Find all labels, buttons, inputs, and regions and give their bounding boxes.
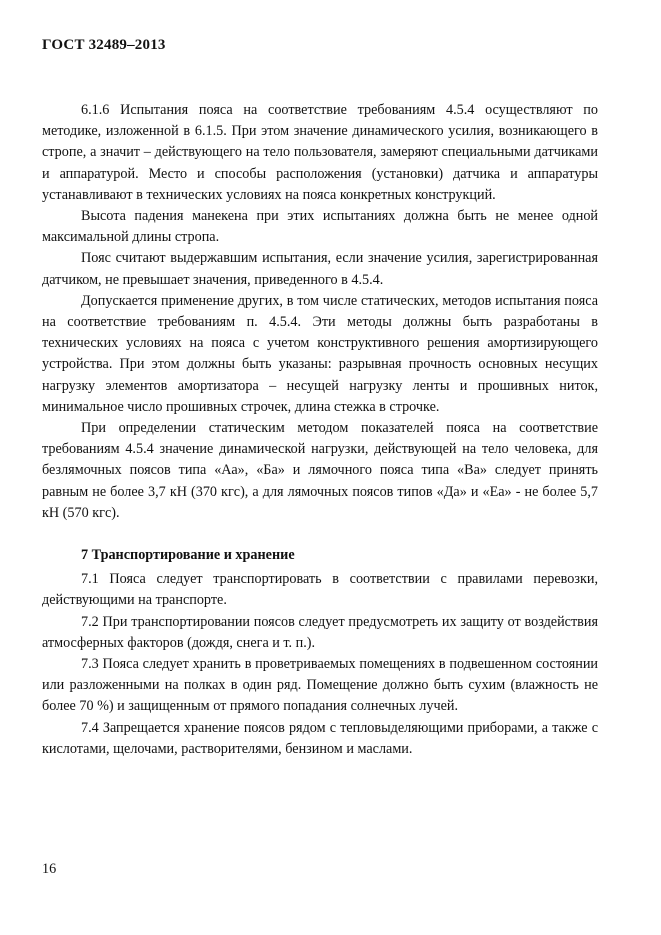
paragraph-6-1-6: 6.1.6 Испытания пояса на соответствие требованиям 4.5.4 осуществляют по методике, изложенной в 6.1.5. При этом значение динамического усилия, возникающего в стропе, а значит – действующего на тело пользователя, замеряют специальными датчиками и аппаратурой. Место и способы расположения (установки) датчика и аппаратуры устанавливают в технических условиях на пояса конкретных конструкций. [42, 102, 598, 203]
paragraph-7-3: 7.3 Пояса следует хранить в проветриваемых помещениях в подвешенном состоянии или разложенными на полках в один ряд. Помещение должно быть сухим (влажность не более 70 %) и защищенным от прямого попадания солнечных лучей. [42, 656, 598, 715]
paragraph-other-methods: Допускается применение других, в том числе статических, методов испытания пояса на соответствие требованиям п. 4.5.4. Эти методы должны быть разработаны в технических условиях на пояса с учетом конструктивного решения амортизирующего устройства. При этом должны быть указаны: разрывная прочность основных несущих нагрузку элементов амортизатора – несущей нагрузку ленты и прошивных ниток, минимальное число прошивных строчек, длина стежка в строчке. [42, 292, 598, 415]
paragraph-test-passed: Пояс считают выдержавшим испытания, если значение усилия, зарегистрированная датчиком, не превышает значения, приведенного в 4.5.4. [42, 250, 598, 288]
section-heading: 7 Транспортирование и хранение [81, 547, 295, 564]
paragraph-7-1: 7.1 Пояса следует транспортировать в соответствии с правилами перевозки, действующими на транспорте. [42, 571, 598, 609]
paragraph-static-method: При определении статическим методом показателей пояса на соответствие требованиям 4.5.4 значение динамической нагрузки, действующей на тело человека, для безлямочных поясов типа «Аа», «Ба» и лямочного пояса типа «Ва» следует принять равным не более 3,7 кН (370 кгс), а для лямочных поясов типов «Да» и «Еа» - не более 5,7 кН (570 кгс). [42, 420, 598, 521]
page-content [42, 100, 598, 760]
paragraph-drop-height: Высота падения манекена при этих испытаниях должна быть не менее одной максимальной длины стропа. [42, 208, 598, 246]
paragraph-7-2: 7.2 При транспортировании поясов следует предусмотреть их защиту от воздействия атмосферных факторов (дождя, снега и т. п.). [42, 613, 598, 651]
page-number: 16 [42, 861, 57, 877]
document-header: ГОСТ 32489–2013 [42, 37, 166, 53]
paragraph-7-4: 7.4 Запрещается хранение поясов рядом с тепловыделяющими приборами, а также с кислотами, щелочами, растворителями, бензином и маслами. [42, 719, 598, 757]
